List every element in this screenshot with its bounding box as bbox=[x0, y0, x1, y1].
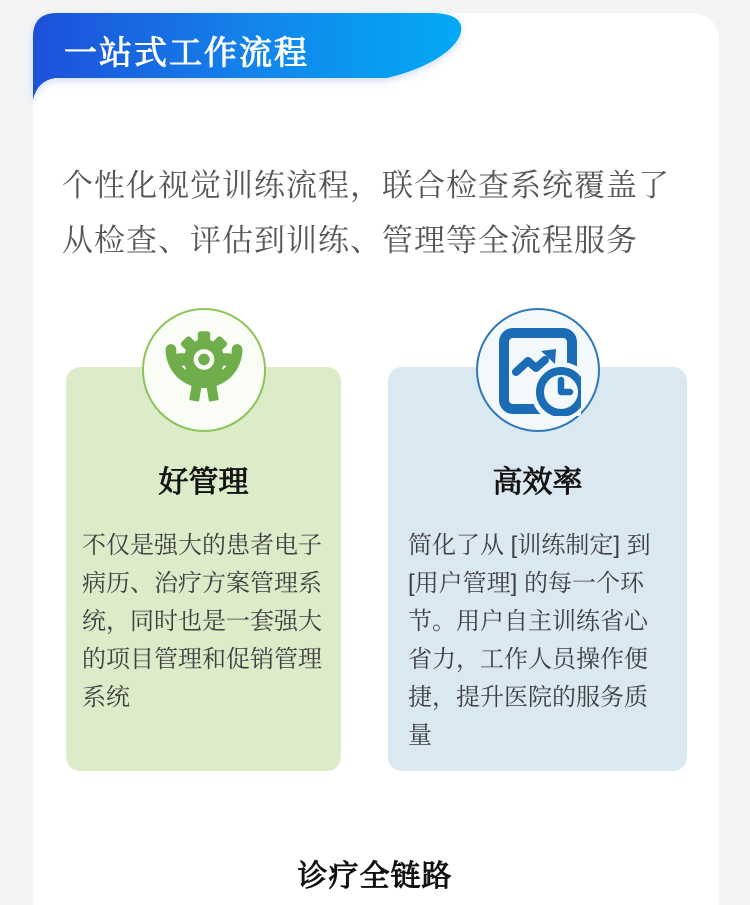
gear-hands-icon bbox=[161, 326, 247, 416]
management-icon-badge bbox=[142, 308, 266, 432]
card-title: 高效率 bbox=[492, 466, 583, 499]
intro-paragraph: 个性化视觉训练流程，联合检查系统覆盖了从检查、评估到训练、管理等全流程服务 bbox=[62, 168, 670, 258]
footer-section-title: 诊疗全链路 bbox=[297, 860, 453, 893]
trend-clock-icon bbox=[495, 326, 581, 416]
efficiency-icon-badge bbox=[476, 308, 600, 432]
card-body: 不仅是强大的患者电子病历、治疗方案管理系统，同时也是一套强大的项目管理和促销管理系统 bbox=[82, 532, 322, 711]
card-body: 简化了从 [训练制定] 到 [用户管理] 的每一个环节。用户自主训练省心省力，工作人员操作便捷，提升医院的服务质量 bbox=[408, 532, 651, 749]
card-title: 好管理 bbox=[158, 466, 249, 499]
section-title: 一站式工作流程 bbox=[64, 34, 309, 71]
